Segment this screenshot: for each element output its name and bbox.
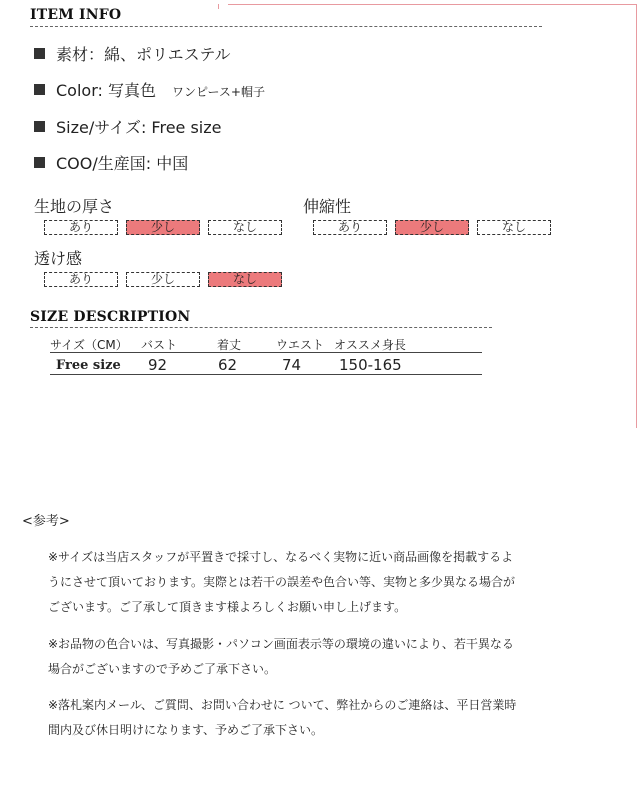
table-cell-length: 62 xyxy=(218,356,238,374)
table-header-waist: ウエスト xyxy=(276,338,325,352)
notes-line: 間内及び休日明けになります、予めご了承下さい。 xyxy=(48,723,324,737)
frame-right-line xyxy=(636,4,637,428)
bullet-icon xyxy=(34,48,45,59)
size-text: Size/サイズ: Free size xyxy=(56,118,222,137)
thickness-label: 生地の厚さ xyxy=(34,197,115,216)
table-cell-size: Free size xyxy=(56,358,121,373)
table-header-size: サイズ（CM） xyxy=(50,338,128,352)
color-text: Color: 写真色 xyxy=(56,81,156,100)
bullet-icon xyxy=(34,121,45,132)
color-note: ワンピース+帽子 xyxy=(171,85,265,99)
table-cell-waist: 74 xyxy=(282,356,302,374)
stretch-label: 伸縮性 xyxy=(303,197,352,216)
notes-line: ※サイズは当店スタッフが平置きで採寸し、なるべく実物に近い商品画像を掲載するよ xyxy=(48,550,514,564)
table-header-length: 着丈 xyxy=(217,338,242,352)
table-header-bust: バスト xyxy=(141,338,178,352)
sheer-option: なし xyxy=(208,272,282,287)
sheer-label: 透け感 xyxy=(34,249,83,268)
table-cell-bust: 92 xyxy=(148,356,168,374)
frame-inner-tick xyxy=(218,4,219,9)
coo-line xyxy=(34,151,188,174)
stretch-option: 少し xyxy=(395,220,469,235)
table-row-underline xyxy=(50,374,482,375)
stretch-option: なし xyxy=(477,220,551,235)
size-line xyxy=(34,115,222,138)
size-description-divider xyxy=(30,327,492,328)
color-line xyxy=(34,78,265,101)
table-header-underline xyxy=(50,352,482,353)
bullet-icon xyxy=(34,157,45,168)
notes-title: <参考> xyxy=(22,514,70,529)
notes-line: ※落札案内メール、ご質問、お問い合わせに ついて、弊社からのご連絡は、平日営業時 xyxy=(48,698,517,712)
notes-line: ※お品物の色合いは、写真撮影・パソコン画面表示等の環境の違いにより、若干異なる xyxy=(48,637,514,651)
stretch-option: あり xyxy=(313,220,387,235)
thickness-option: なし xyxy=(208,220,282,235)
table-cell-height: 150-165 xyxy=(339,356,402,374)
thickness-option: あり xyxy=(44,220,118,235)
material-text: 素材：綿、ポリエステル xyxy=(56,45,231,64)
notes-paragraph-1 xyxy=(48,545,515,620)
sheer-option: あり xyxy=(44,272,118,287)
size-description-title: SIZE DESCRIPTION xyxy=(30,309,191,325)
frame-top-line xyxy=(228,4,636,5)
item-info-divider xyxy=(30,26,542,27)
notes-line: うにさせて頂いております。実際とは若干の誤差や色合い等、実物と多少異なる場合が xyxy=(48,575,516,589)
material-line xyxy=(34,42,231,65)
bullet-icon xyxy=(34,84,45,95)
notes-paragraph-2 xyxy=(48,632,514,682)
thickness-option: 少し xyxy=(126,220,200,235)
item-info-title: ITEM INFO xyxy=(30,7,122,23)
notes-line: 場合がございますので予めご了承下さい。 xyxy=(48,662,277,676)
notes-paragraph-3 xyxy=(48,693,516,743)
table-header-height: オススメ身長 xyxy=(334,338,406,352)
notes-line: ございます。ご了承して頂きます様よろしくお願い申し上げます。 xyxy=(48,600,407,614)
coo-text: COO/生産国: 中国 xyxy=(56,154,189,173)
sheer-option: 少し xyxy=(126,272,200,287)
